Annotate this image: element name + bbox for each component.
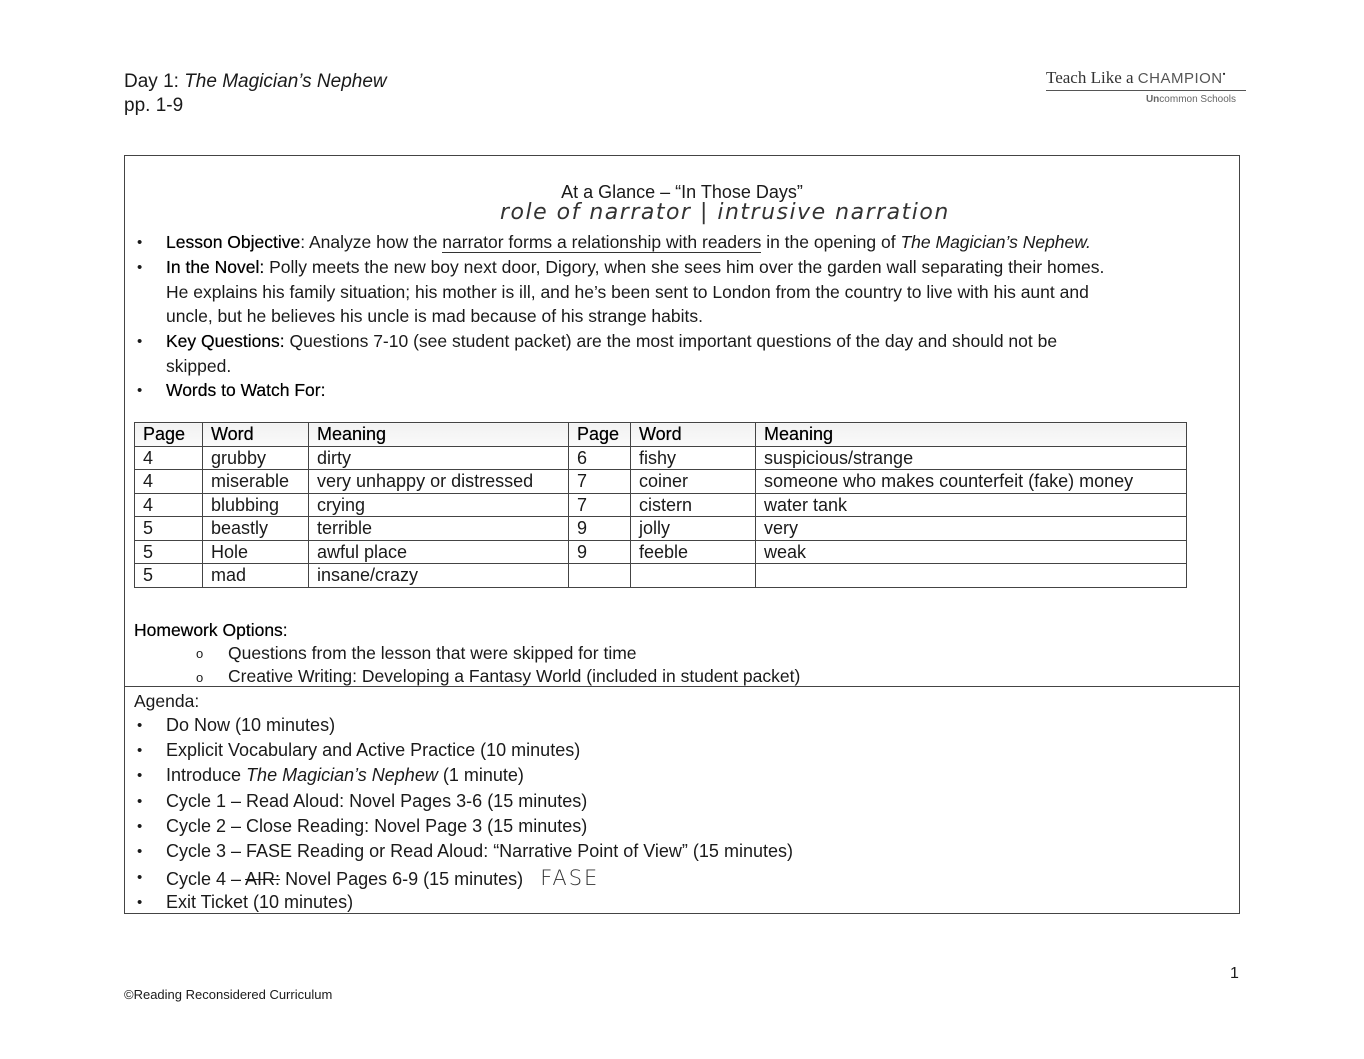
cell: 5	[135, 564, 203, 588]
cell: jolly	[631, 517, 756, 541]
logo: Teach Like a CHAMPION• Uncommon Schools	[1046, 68, 1246, 105]
header-page: Page	[569, 423, 631, 447]
key-questions-label: Key Questions:	[166, 331, 285, 351]
in-the-novel: In the Novel: Polly meets the new boy next door, Digory, when she sees him over the garden wall separating their homes. He explains his family situation; his mother is ill, and he’s been sent to London from the country to live with his aunt and uncle, but he believes his uncle is mad because of his strange habits.	[166, 257, 1105, 326]
bullet: •	[137, 869, 143, 886]
bullet: •	[137, 333, 143, 350]
cell: 5	[135, 540, 203, 564]
agenda-item: Do Now (10 minutes)	[166, 715, 336, 735]
header-meaning: Meaning	[309, 423, 569, 447]
cell: 5	[135, 517, 203, 541]
book-title: The Magician’s Nephew	[184, 71, 387, 92]
key-questions: Key Questions: Questions 7-10 (see student packet) are the most important questions of the day and should not be skipped.	[166, 331, 1058, 376]
page-range: pp. 1-9	[124, 95, 184, 116]
cell	[569, 564, 631, 588]
cell: 7	[569, 470, 631, 494]
page-header-title	[124, 70, 387, 93]
cell: very	[756, 517, 1187, 541]
words-to-watch-label: Words to Watch For:	[166, 380, 326, 400]
cell: blubbing	[203, 493, 309, 517]
table-row	[135, 517, 1187, 541]
vocab-table	[134, 422, 1187, 588]
cell: very unhappy or distressed	[309, 470, 569, 494]
handwritten-note: role of narrator | intrusive narration	[500, 200, 950, 225]
struck-text: AIR:	[245, 869, 281, 889]
novel-label: In the Novel:	[166, 257, 265, 277]
objective-label: Lesson Objective	[166, 232, 301, 252]
cell: someone who makes counterfeit (fake) money	[756, 470, 1187, 494]
bullet: •	[137, 234, 143, 251]
glance-title: At a Glance – “In Those Days”	[561, 182, 803, 202]
cell: coiner	[631, 470, 756, 494]
agenda-item: Cycle 4 – AIR: Novel Pages 6-9 (15 minutes) FASE	[166, 866, 600, 890]
cell: mad	[203, 564, 309, 588]
cell: miserable	[203, 470, 309, 494]
vocab-header-row	[135, 423, 1187, 447]
bullet: •	[137, 742, 143, 759]
cell: terrible	[309, 517, 569, 541]
table-row	[135, 446, 1187, 470]
agenda-item: Exit Ticket (10 minutes)	[166, 892, 354, 912]
cell: dirty	[309, 446, 569, 470]
table-row	[135, 564, 1187, 588]
cell: suspicious/strange	[756, 446, 1187, 470]
bullet: •	[137, 767, 143, 784]
cell: water tank	[756, 493, 1187, 517]
cell: 6	[569, 446, 631, 470]
bullet: •	[137, 818, 143, 835]
hollow-bullet: o	[196, 646, 204, 661]
cell: 4	[135, 446, 203, 470]
header-word: Word	[631, 423, 756, 447]
cell: awful place	[309, 540, 569, 564]
bullet: •	[137, 894, 143, 911]
agenda-title: Agenda:	[134, 691, 200, 711]
table-row	[135, 470, 1187, 494]
homework-item: Questions from the lesson that were skipped for time	[228, 643, 637, 663]
handwritten-fase: FASE	[540, 866, 600, 890]
agenda-item: Explicit Vocabulary and Active Practice (10 minutes)	[166, 740, 581, 760]
header-word: Word	[203, 423, 309, 447]
cell: beastly	[203, 517, 309, 541]
cell: cistern	[631, 493, 756, 517]
cell: 9	[569, 517, 631, 541]
bullet: •	[137, 259, 143, 276]
logo-main-text: Teach Like a	[1046, 68, 1138, 87]
cell: grubby	[203, 446, 309, 470]
header-page: Page	[135, 423, 203, 447]
cell: weak	[756, 540, 1187, 564]
bullet: •	[137, 793, 143, 810]
cell: insane/crazy	[309, 564, 569, 588]
header-meaning: Meaning	[756, 423, 1187, 447]
homework-item: Creative Writing: Developing a Fantasy World (included in student packet)	[228, 666, 801, 686]
bullet: •	[137, 382, 143, 399]
day-label: Day 1:	[124, 71, 185, 92]
agenda-item: Cycle 2 – Close Reading: Novel Page 3 (15 minutes)	[166, 816, 588, 836]
homework-title: Homework Options:	[134, 620, 288, 640]
cell: Hole	[203, 540, 309, 564]
cell: crying	[309, 493, 569, 517]
logo-subtitle: Uncommon Schools	[1145, 94, 1236, 105]
cell: 4	[135, 493, 203, 517]
hollow-bullet: o	[196, 670, 204, 685]
page-number: 1	[1230, 965, 1239, 982]
table-row	[135, 493, 1187, 517]
cell: 4	[135, 470, 203, 494]
lesson-objective: Lesson Objective: Analyze how the narrator forms a relationship with readers in the opening of The Magician’s Nephew.	[166, 232, 1091, 252]
bullet: •	[137, 843, 143, 860]
cell	[756, 564, 1187, 588]
cell: feeble	[631, 540, 756, 564]
cell: fishy	[631, 446, 756, 470]
cell: 7	[569, 493, 631, 517]
cell	[631, 564, 756, 588]
cell: 9	[569, 540, 631, 564]
table-row	[135, 540, 1187, 564]
agenda-item: Cycle 1 – Read Aloud: Novel Pages 3-6 (15 minutes)	[166, 791, 588, 811]
logo-champion-text: CHAMPION	[1137, 70, 1223, 87]
agenda-item: Cycle 3 – FASE Reading or Read Aloud: “Narrative Point of View” (15 minutes)	[166, 841, 793, 861]
agenda-item: Introduce The Magician’s Nephew (1 minute)	[166, 765, 524, 785]
copyright: ©Reading Reconsidered Curriculum	[124, 987, 333, 1002]
bullet: •	[137, 717, 143, 734]
objective-underlined: narrator forms a relationship with readers	[442, 232, 762, 252]
